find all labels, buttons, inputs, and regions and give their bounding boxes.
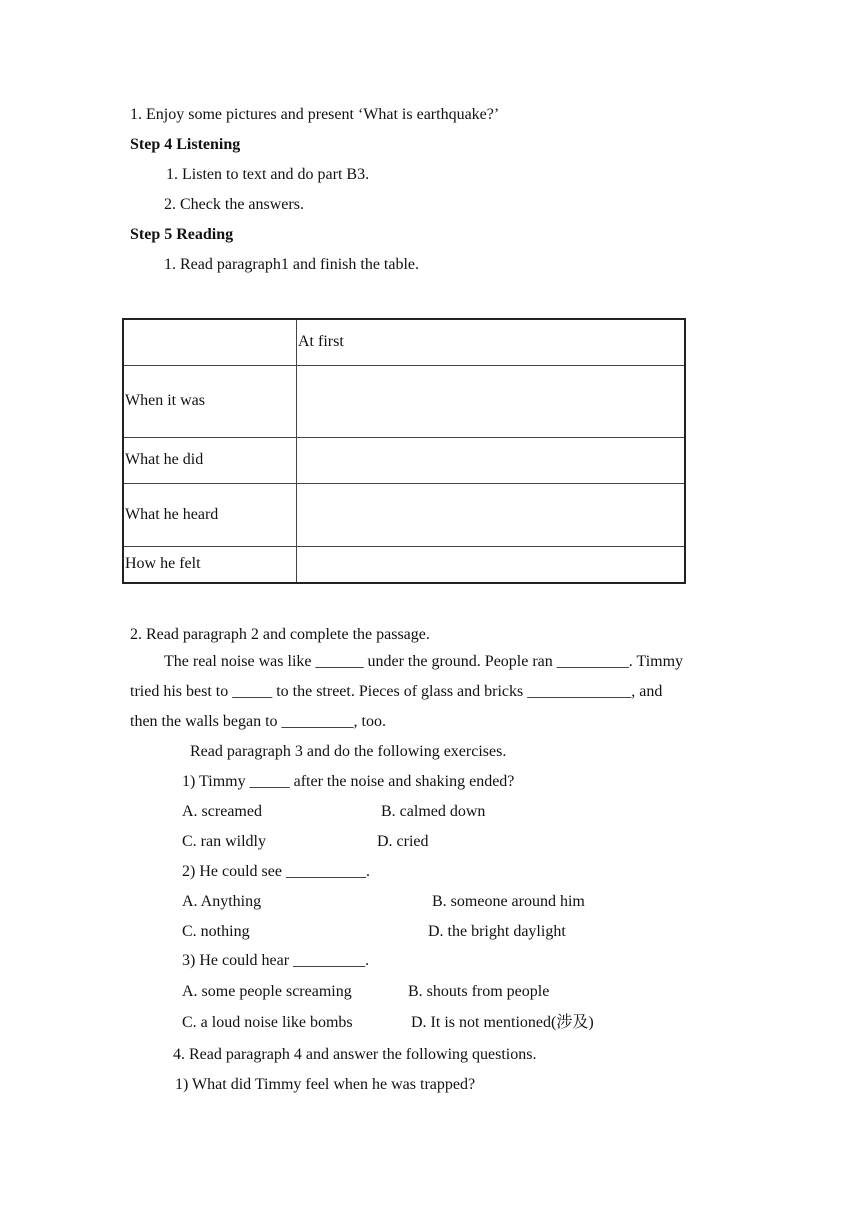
table-header-row (123, 319, 685, 365)
para3-q1-option-b[interactable]: B. calmed down (381, 803, 486, 820)
para3-q3-option-b[interactable]: B. shouts from people (408, 983, 550, 1000)
para3-q2-option-c[interactable]: C. nothing (182, 923, 250, 940)
para3-q1-option-c[interactable]: C. ran wildly (182, 833, 266, 850)
para4-title: 4. Read paragraph 4 and answer the following questions. (173, 1046, 537, 1063)
table-row (123, 437, 685, 483)
para2-line-1: The real noise was like ______ under the ground. People ran _________. Timmy (164, 653, 684, 670)
intro-item: 1. Enjoy some pictures and present ‘What is earthquake?’ (130, 106, 500, 123)
table-header-empty-cell (123, 319, 297, 365)
para3-q1-option-d[interactable]: D. cried (377, 833, 429, 850)
para3-q3-option-a[interactable]: A. some people screaming (182, 983, 352, 1000)
para3-q3-option-d[interactable]: D. It is not mentioned(涉及) (411, 1014, 594, 1031)
para4-q1: 1) What did Timmy feel when he was trapped? (175, 1076, 476, 1093)
table-row (123, 546, 685, 583)
table-row-label: How he felt (123, 546, 297, 583)
para3-q3-text: 3) He could hear _________. (182, 952, 370, 969)
para2-title: 2. Read paragraph 2 and complete the passage. (130, 626, 430, 643)
table-row-label: What he heard (123, 483, 297, 546)
step4-heading: Step 4 Listening (130, 136, 241, 153)
table-row (123, 365, 685, 437)
para3-q2-text: 2) He could see __________. (182, 863, 370, 880)
step4-item-1: 1. Listen to text and do part B3. (166, 166, 370, 183)
table-row-label: When it was (123, 365, 297, 437)
step4-item-2: 2. Check the answers. (164, 196, 304, 213)
para3-q2-option-b[interactable]: B. someone around him (432, 893, 585, 910)
table-row-answer-cell[interactable] (297, 546, 686, 583)
para3-q3-option-c[interactable]: C. a loud noise like bombs (182, 1014, 353, 1031)
table-row-answer-cell[interactable] (297, 437, 686, 483)
table-row-label: What he did (123, 437, 297, 483)
table-row-answer-cell[interactable] (297, 365, 686, 437)
para3-q2-option-a[interactable]: A. Anything (182, 893, 262, 910)
para3-q1-option-a[interactable]: A. screamed (182, 803, 262, 820)
para2-line-3: then the walls began to _________, too. (130, 713, 386, 730)
para3-title: Read paragraph 3 and do the following exercises. (190, 743, 507, 760)
para3-q1-text: 1) Timmy _____ after the noise and shaking ended? (182, 773, 515, 790)
step5-heading: Step 5 Reading (130, 226, 234, 243)
paragraph1-table (122, 318, 686, 584)
step5-item-1: 1. Read paragraph1 and finish the table. (164, 256, 420, 273)
para2-line-2: tried his best to _____ to the street. Pieces of glass and bricks _____________, and (130, 683, 663, 700)
table-row (123, 483, 685, 546)
table-header-at-first: At first (297, 319, 686, 365)
para3-q2-option-d[interactable]: D. the bright daylight (428, 923, 566, 940)
table-row-answer-cell[interactable] (297, 483, 686, 546)
